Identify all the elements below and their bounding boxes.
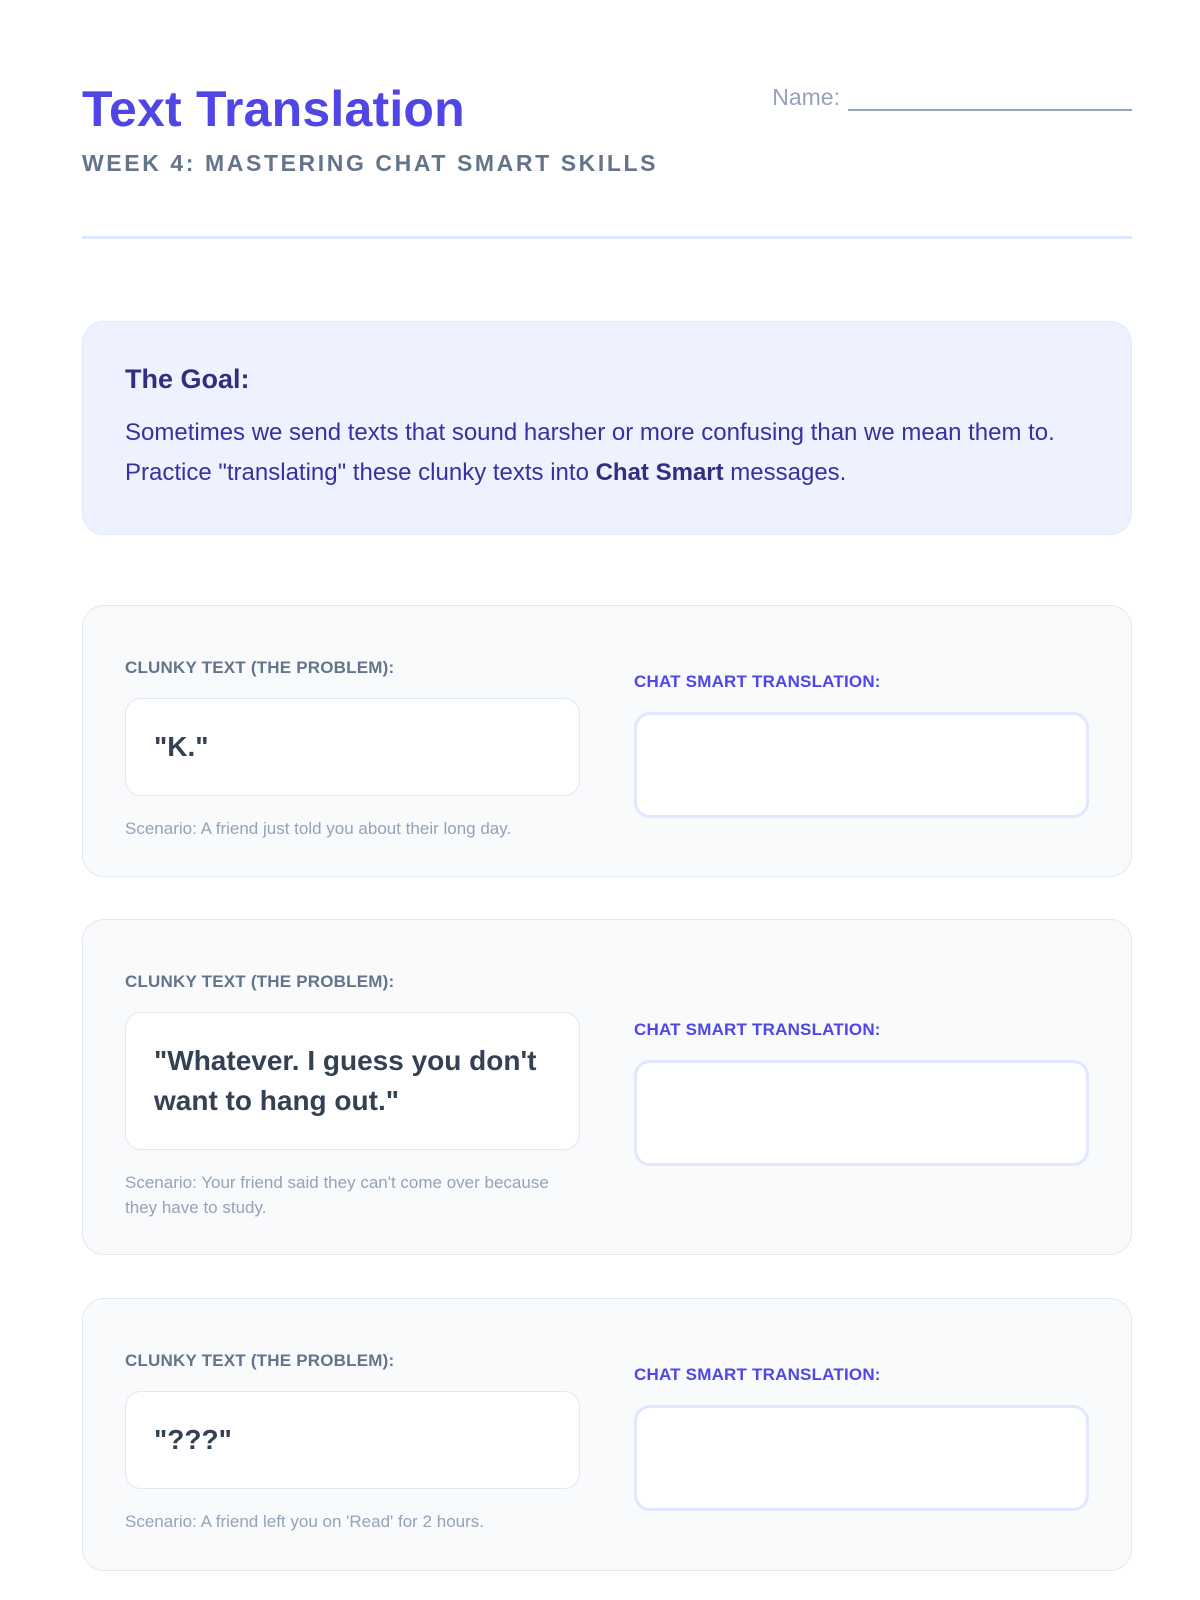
translation-label: CHAT SMART TRANSLATION:	[634, 1020, 881, 1039]
clunky-column	[125, 972, 580, 1220]
name-blank-line[interactable]	[848, 87, 1132, 111]
translation-card	[82, 919, 1132, 1255]
goal-title: The Goal:	[125, 364, 250, 394]
scenario-text: Scenario: A friend left you on 'Read' for 2 hours.	[125, 1512, 484, 1531]
goal-body-bold: Chat Smart	[595, 459, 724, 486]
clunky-text-box: "Whatever. I guess you don't want to hang out."	[125, 1012, 580, 1150]
worksheet-header	[82, 0, 1132, 240]
page-subtitle: WEEK 4: MASTERING CHAT SMART SKILLS	[82, 150, 659, 176]
translation-answer-box[interactable]	[634, 1060, 1089, 1166]
name-label: Name:	[772, 84, 840, 110]
translation-card	[82, 1298, 1132, 1571]
goal-body-end: messages.	[723, 459, 847, 486]
clunky-text-box: "K."	[125, 698, 580, 796]
translation-answer-box[interactable]	[634, 1405, 1089, 1511]
translation-label: CHAT SMART TRANSLATION:	[634, 672, 881, 691]
translation-column	[634, 672, 1089, 818]
clunky-label: CLUNKY TEXT (THE PROBLEM):	[125, 1351, 395, 1370]
goal-body-text: Sometimes we send texts that sound harsher or more confusing than we mean them to. Practice "translating" these clunky texts into	[125, 419, 1055, 486]
clunky-column	[125, 1351, 580, 1534]
clunky-label: CLUNKY TEXT (THE PROBLEM):	[125, 658, 395, 677]
translation-card	[82, 605, 1132, 877]
clunky-label: CLUNKY TEXT (THE PROBLEM):	[125, 972, 395, 991]
header-divider	[82, 236, 1132, 239]
translation-label: CHAT SMART TRANSLATION:	[634, 1365, 881, 1384]
goal-box	[82, 321, 1132, 535]
page-title: Text Translation	[82, 81, 465, 137]
clunky-text-box: "???"	[125, 1391, 580, 1489]
name-field	[772, 84, 1132, 111]
translation-column	[634, 1365, 1089, 1511]
translation-column	[634, 1020, 1089, 1166]
scenario-text: Scenario: A friend just told you about their long day.	[125, 819, 512, 838]
scenario-text: Scenario: Your friend said they can't come over because they have to study.	[125, 1173, 549, 1217]
clunky-column	[125, 658, 580, 841]
goal-body	[125, 413, 1091, 493]
worksheet-page	[82, 0, 1132, 1531]
translation-answer-box[interactable]	[634, 712, 1089, 818]
